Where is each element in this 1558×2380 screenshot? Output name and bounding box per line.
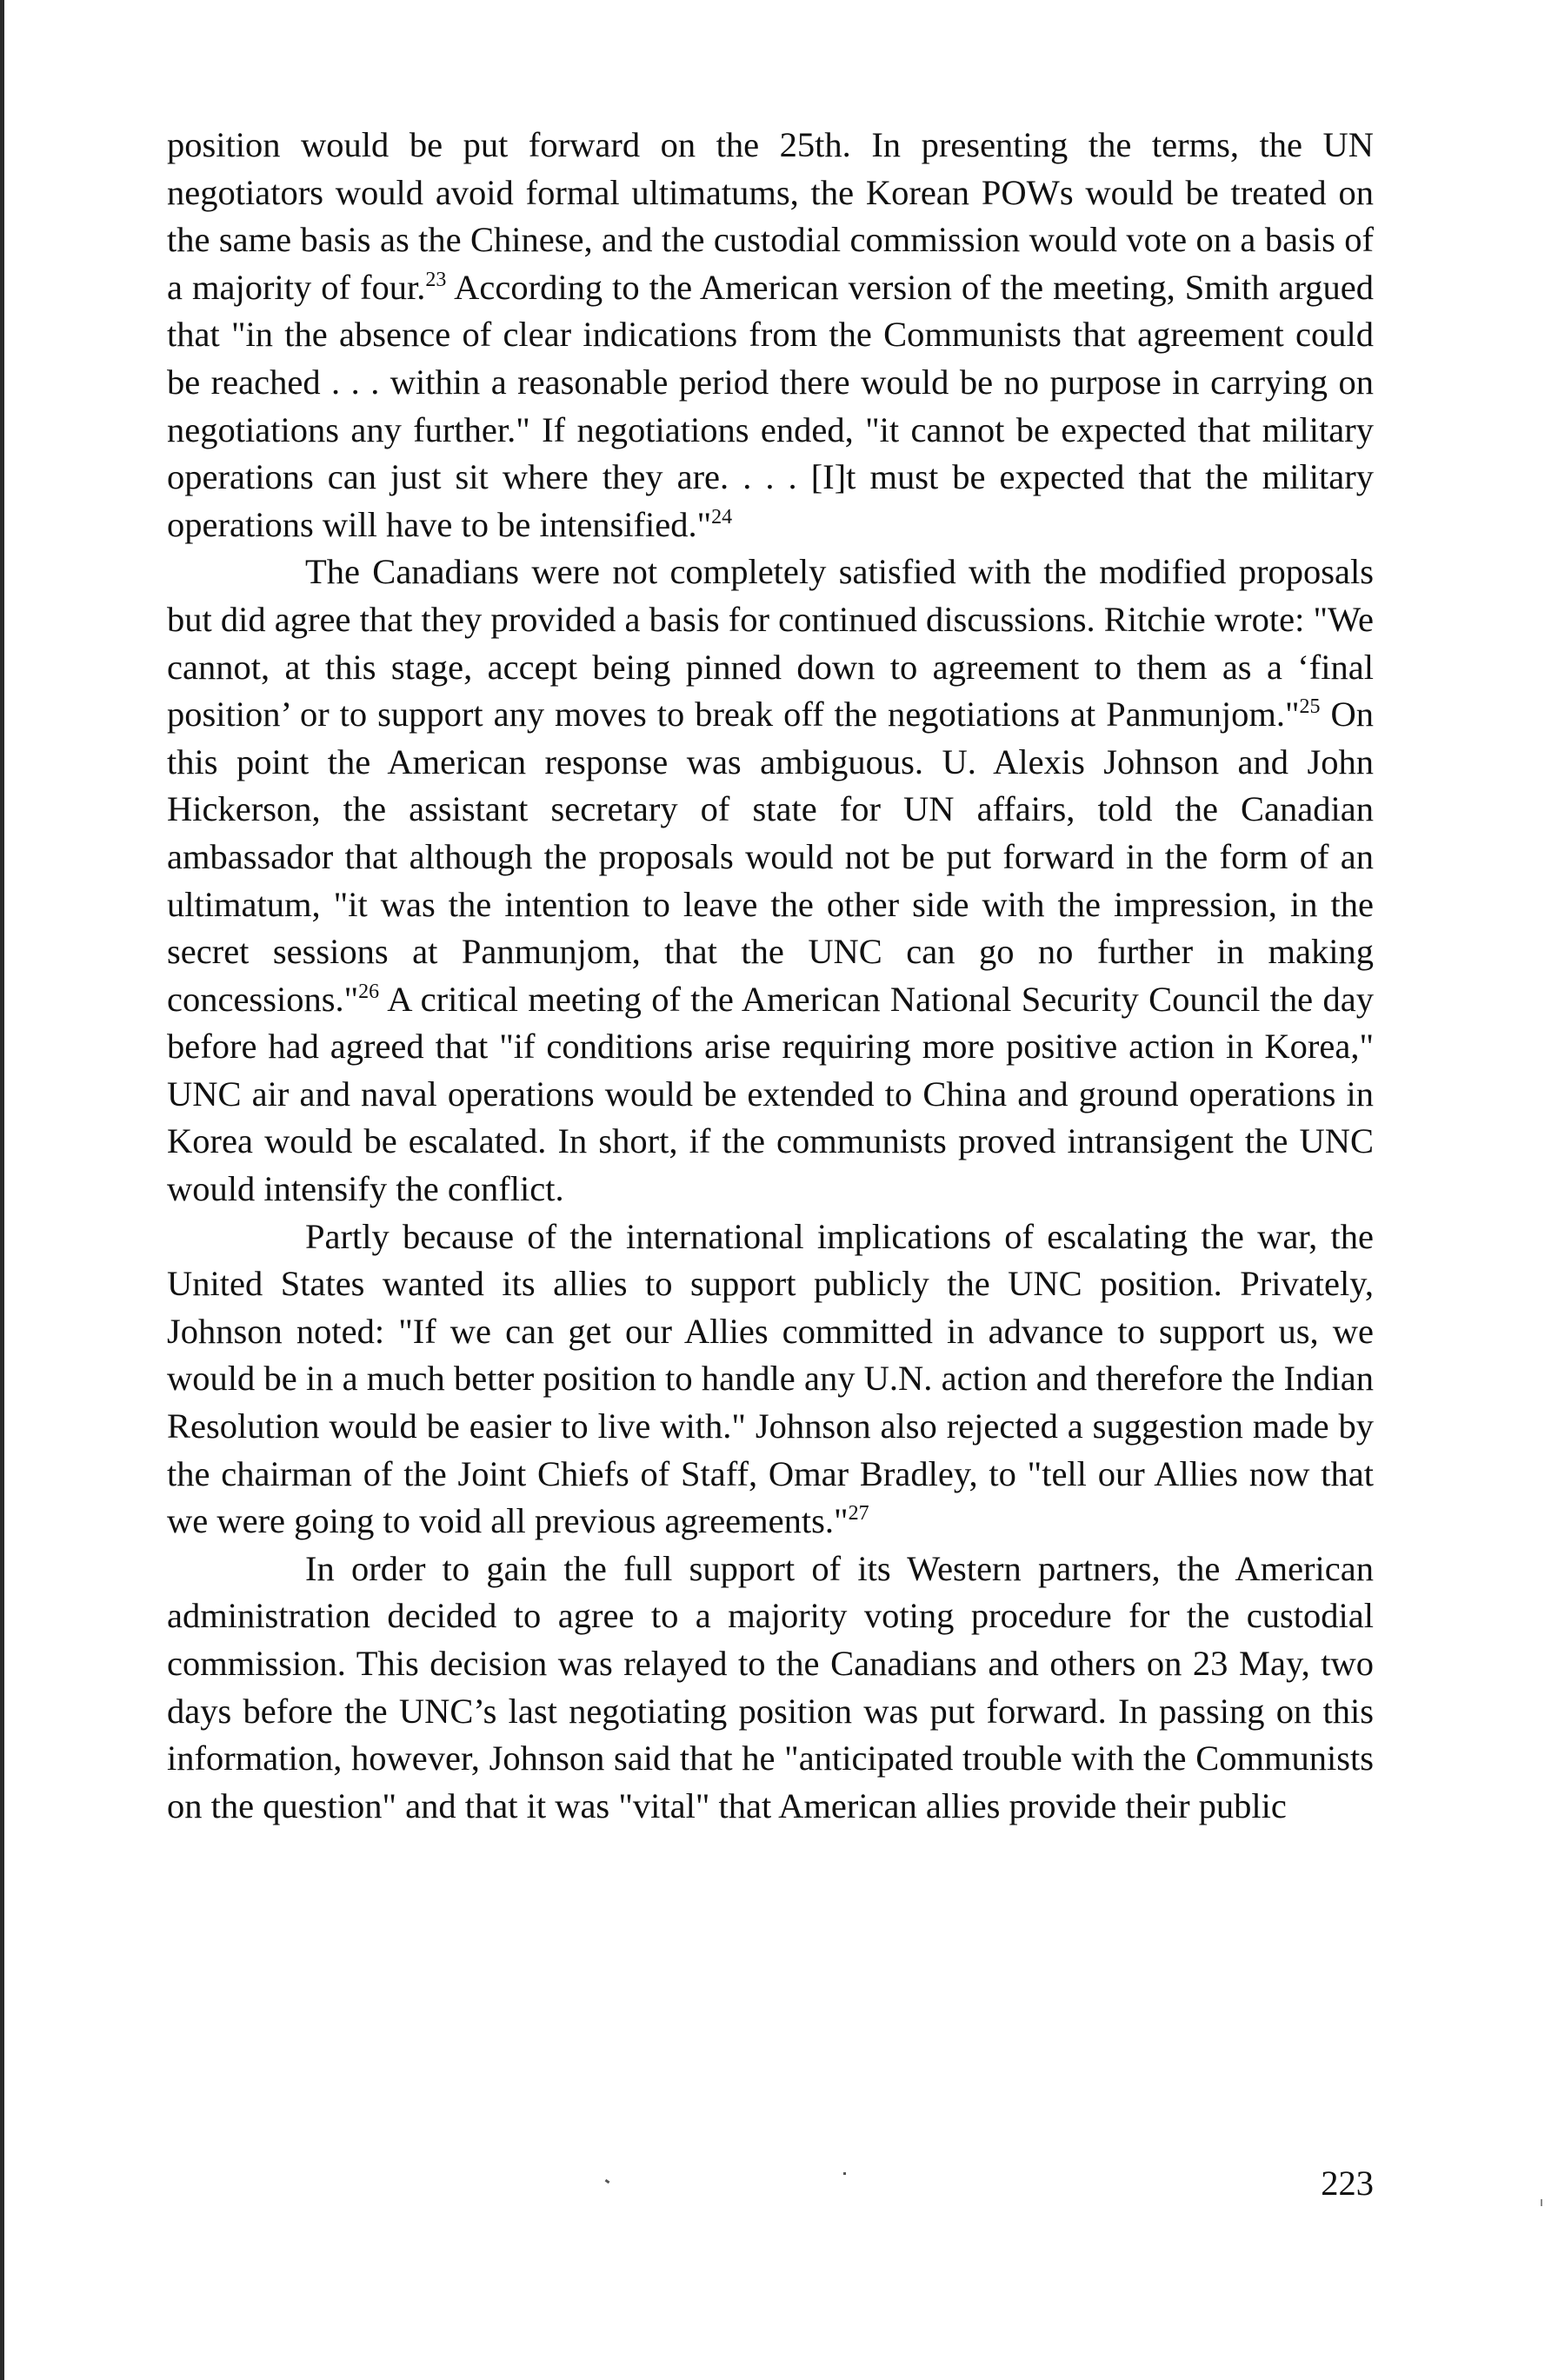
paragraph-majority-voting: [167, 1546, 1374, 1831]
footnote-ref-25: 25: [1299, 695, 1321, 719]
scan-left-edge: [0, 0, 4, 2380]
scan-speck: [1541, 2199, 1542, 2206]
footnote-ref-26: 26: [358, 980, 380, 1003]
text-run: A critical meeting of the American National Security Council the day before had agreed that "if conditions arise requiring more positive action in Korea," UNC air and naval operations would be extended to China and ground operations in Korea would be escalated. In short, if the communists proved intransigent the UNC would intensify the conflict.: [167, 979, 1374, 1209]
text-run: The Canadians were not completely satisfied with the modified proposals but did agree that they provided a basis for continued discussions. Ritchie wrote: "We cannot, at this stage, accept being pinned down to agreement to them as a ‘final position’ or to support any moves to break off the negotiations at Panmunjom.": [167, 552, 1374, 735]
scan-speck: [843, 2172, 846, 2175]
text-run: In order to gain the full support of its Western partners, the American administration decided to agree to a majority voting procedure for the custodial commission. This decision was relayed to the Canadians and others on 23 May, two days before the UNC’s last negotiating position was put forward. In passing on this information, however, Johnson said that he "anticipated trouble with the Communists on the question" and that it was "vital" that American allies provide their public: [167, 1548, 1374, 1825]
footnote-ref-23: 23: [425, 268, 447, 291]
text-run: position would be put forward on the 25th. In presenting the terms, the UN negotiators would avoid formal ultimatums, the Korean POWs would be treated on the same basis as the Chinese, and the custodial commission would vote on a basis of a majority of four.: [167, 125, 1374, 307]
paragraph-continued: [167, 122, 1374, 548]
footnote-ref-27: 27: [848, 1502, 869, 1526]
paragraph-allies: [167, 1213, 1374, 1546]
scan-speck: [605, 2179, 610, 2184]
paragraph-canadians: [167, 548, 1374, 1213]
text-run: According to the American version of the meeting, Smith argued that "in the absence of clear indications from the Communists that agreement could be reached . . . within a reasonable period there would be no purpose in carrying on negotiations any further." If negotiations ended, "it cannot be expected that military operations can just sit where they are. . . . [I]t must be expected that the military operations will have to be intensified.": [167, 267, 1374, 544]
body-text: [167, 122, 1374, 1830]
text-run: Partly because of the international implications of escalating the war, the United States wanted its allies to support publicly the UNC position. Privately, Johnson noted: "If we can get our Allies committed in advance to support us, we would be in a much better position to handle any U.N. action and therefore the Indian Resolution would be easier to live with." Johnson also rejected a suggestion made by the chairman of the Joint Chiefs of Staff, Omar Bradley, to "tell our Allies now that we were going to void all previous agreements.": [167, 1216, 1374, 1541]
text-run: On this point the American response was ambiguous. U. Alexis Johnson and John Hickerson, the assistant secretary of state for UN affairs, told the Canadian ambassador that although the proposals would not be put forward in the form of an ultimatum, "it was the intention to leave the other side with the impression, in the secret sessions at Panmunjom, that the UNC can go no further in making concessions.": [167, 695, 1374, 1019]
footnote-ref-24: 24: [711, 505, 733, 529]
page-number: 223: [1321, 2164, 1374, 2203]
